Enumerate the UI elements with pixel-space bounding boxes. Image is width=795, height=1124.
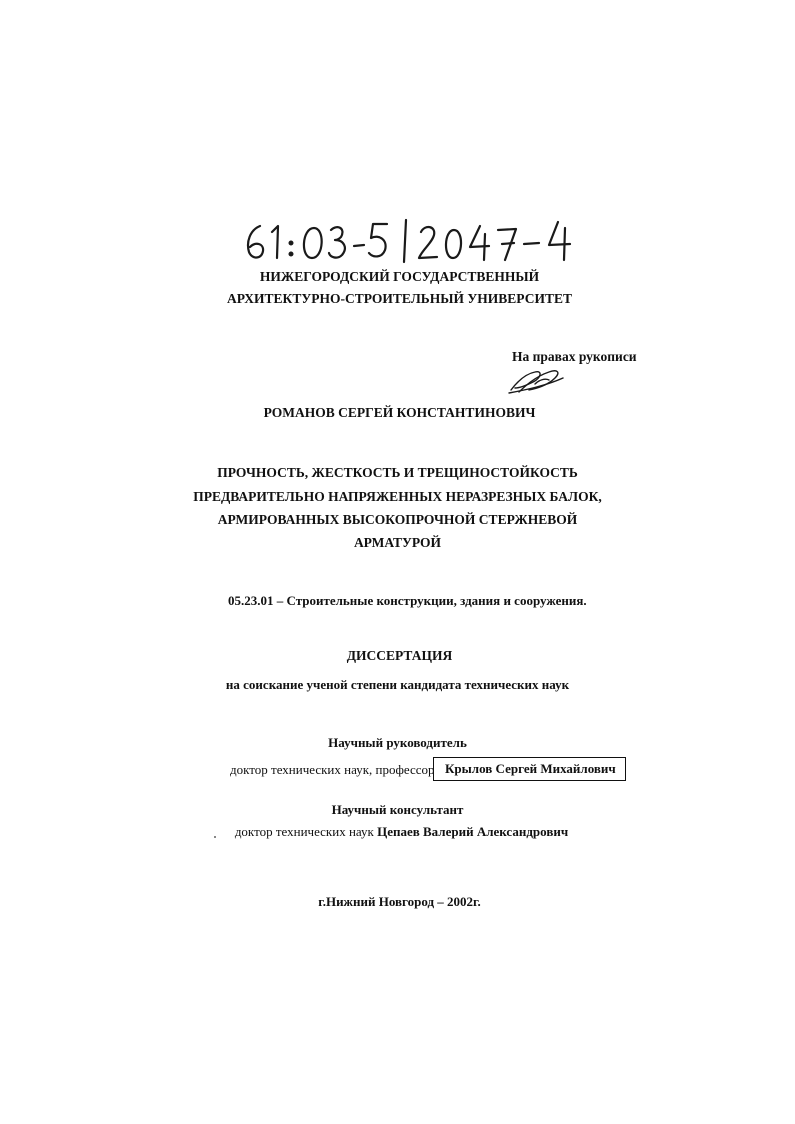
consultant-heading: Научный консультант — [331, 802, 464, 817]
dissertation-title-line: ПРЕДВАРИТЕЛЬНО НАПРЯЖЕННЫХ НЕРАЗРЕЗНЫХ БАЛОК, — [193, 489, 602, 504]
city-year: г.Нижний Новгород – 2002г. — [318, 894, 481, 909]
specialty-code: 05.23.01 — [228, 593, 274, 608]
university-name-line-2: АРХИТЕКТУРНО-СТРОИТЕЛЬНЫЙ УНИВЕРСИТЕТ — [227, 291, 572, 306]
specialty — [228, 593, 587, 609]
dissertation-title-line: ПРОЧНОСТЬ, ЖЕСТКОСТЬ И ТРЕЩИНОСТОЙКОСТЬ — [217, 465, 578, 480]
university-name-line-1: НИЖЕГОРОДСКИЙ ГОСУДАРСТВЕННЫЙ — [259, 269, 540, 284]
specialty-name: – Строительные конструкции, здания и сооружения. — [273, 593, 587, 608]
rights-note: На правах рукописи — [512, 349, 637, 364]
consultant-title: доктор технических наук — [234, 824, 378, 839]
author-name: РОМАНОВ СЕРГЕЙ КОНСТАНТИНОВИЧ — [263, 405, 536, 420]
supervisor-name-box: Крылов Сергей Михайлович — [433, 757, 626, 781]
consultant-line — [0, 824, 795, 840]
dissertation-title-line: АРМАТУРОЙ — [353, 535, 442, 550]
dissertation-title-line: АРМИРОВАННЫХ ВЫСОКОПРОЧНОЙ СТЕРЖНЕВОЙ — [217, 512, 578, 527]
handwritten-archive-number — [240, 218, 585, 264]
scan-speck — [214, 836, 216, 838]
degree-line: на соискание ученой степени кандидата технических наук — [225, 677, 570, 692]
signature-icon — [505, 366, 567, 396]
consultant-name: Цепаев Валерий Александрович — [377, 824, 569, 839]
supervisor-heading: Научный руководитель — [328, 735, 467, 750]
supervisor-title: доктор технических наук, профессор — [230, 762, 435, 777]
document-type: ДИССЕРТАЦИЯ — [346, 648, 453, 663]
archive-number-stroke-icon — [240, 218, 585, 264]
